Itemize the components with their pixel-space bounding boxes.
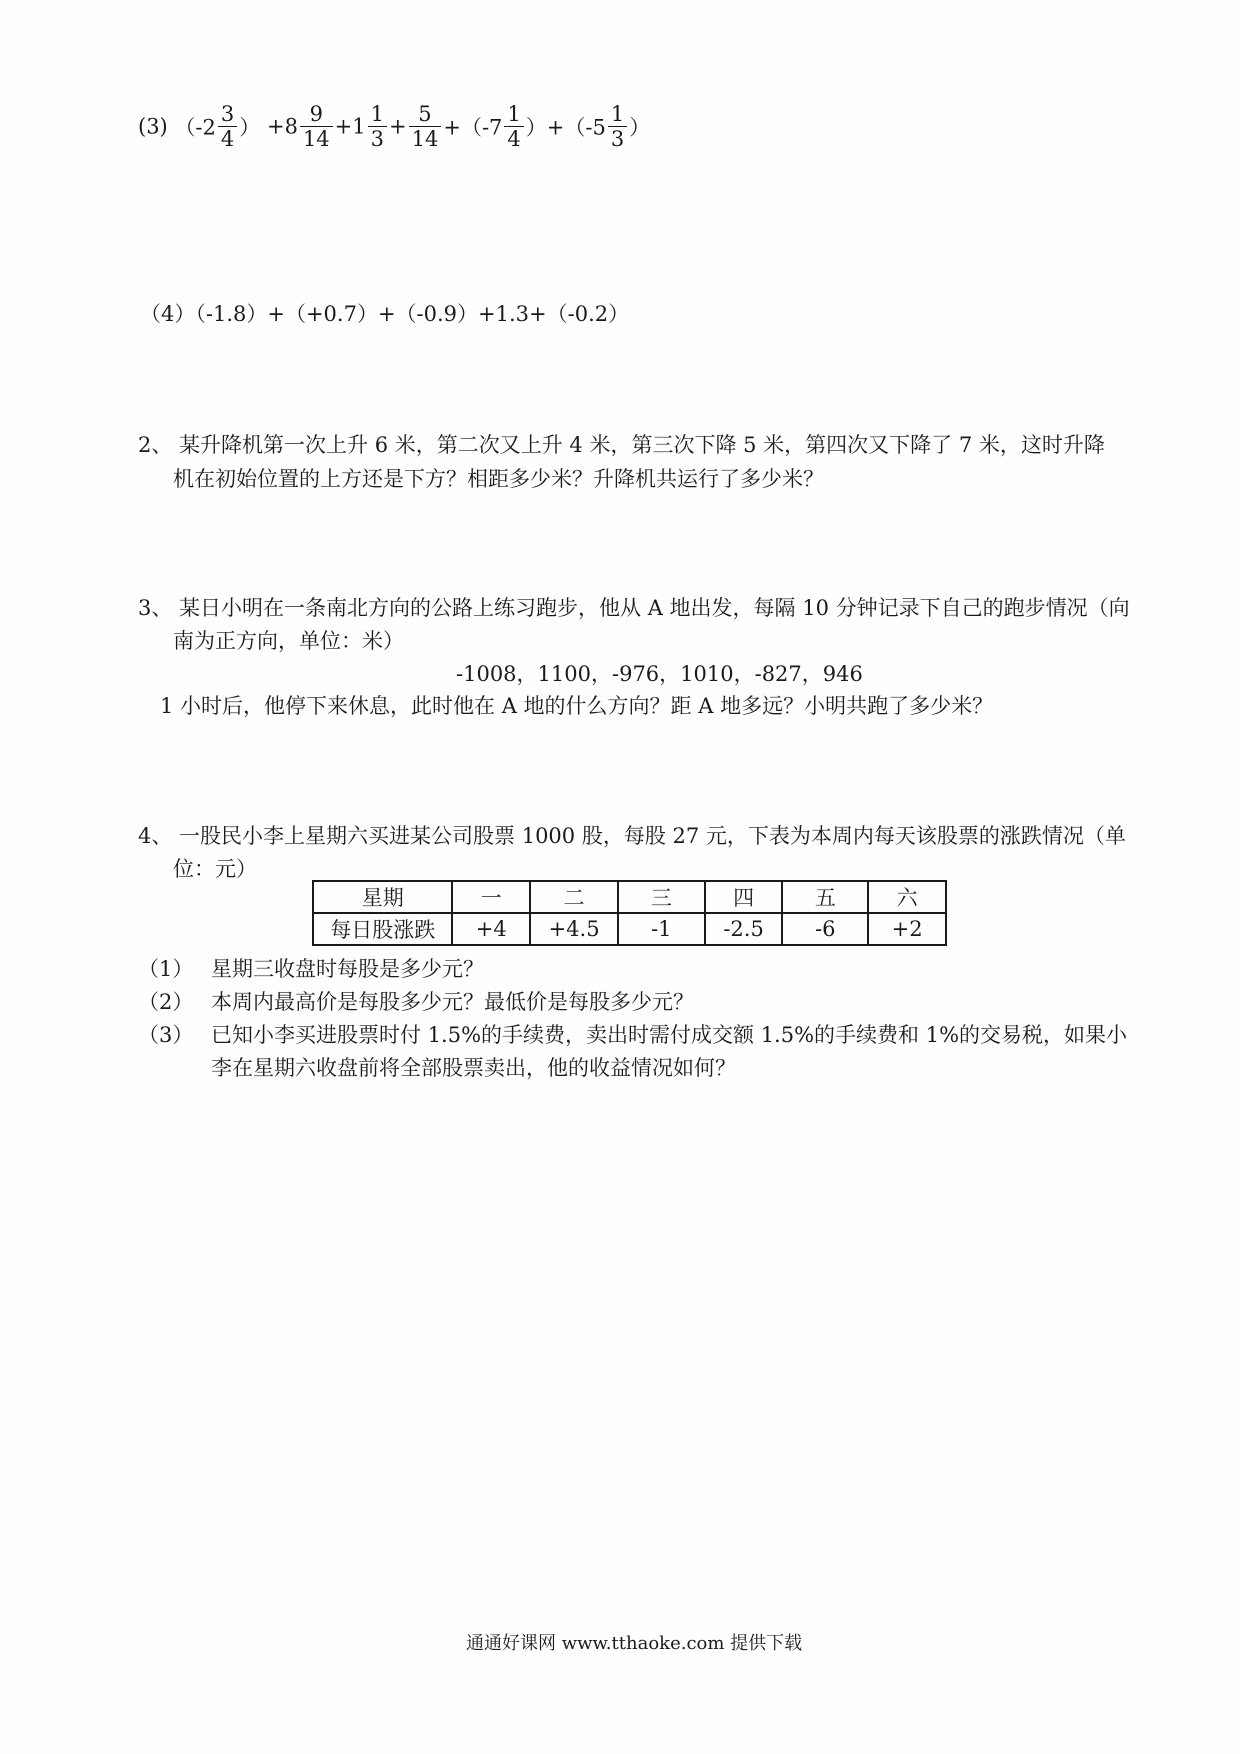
expr-term: +1 [334, 114, 366, 139]
footer-credit: 通通好课网 www.tthaoke.com 提供下载 [466, 1633, 803, 1654]
table-cell: -1 [618, 913, 705, 945]
table-cell: +4.5 [530, 913, 618, 945]
question-3-data: -1008，1100，-976，1010，-827，946 [456, 662, 863, 686]
table-header-cell: 一 [452, 881, 530, 913]
expr-term: + [389, 114, 407, 139]
table-header-cell: 三 [618, 881, 705, 913]
question-3-line-2: 南为正方向，单位：米） [173, 629, 404, 653]
table-header-cell: 四 [705, 881, 783, 913]
sub-question-3-label: （3） [138, 1023, 194, 1047]
table-cell: +2 [868, 913, 946, 945]
table-header-cell: 星期 [313, 881, 452, 913]
table-header-cell: 六 [868, 881, 946, 913]
fraction: $\frac{9}{14}$ [300, 102, 333, 151]
problem-4-expression: （4）（-1.8）+（+0.7）+（-0.9）+1.3+（-0.2） [140, 302, 630, 326]
table-header-cell: 五 [782, 881, 868, 913]
table-cell: -6 [782, 913, 868, 945]
fraction: $\frac{5}{14}$ [409, 102, 442, 151]
sub-question-1-text: 星期三收盘时每股是多少元？ [211, 957, 484, 981]
expr-term: +8 [266, 114, 298, 139]
table-cell: +4 [452, 913, 530, 945]
question-2-line-1: 2、 某升降机第一次上升 6 米，第二次又上升 4 米，第三次下降 5 米，第四次又下降了 7 米，这时升降 [138, 433, 1105, 457]
question-4-line-2: 位：元） [173, 857, 257, 881]
question-3-line-1: 3、 某日小明在一条南北方向的公路上练习跑步，他从 A 地出发，每隔 10 分钟记录下自己的跑步情况（向 [138, 596, 1130, 620]
question-3-line-3: 1 小时后，他停下来休息，此时他在 A 地的什么方向？距 A 地多远？小明共跑了多少米？ [160, 694, 994, 718]
sub-question-2-label: （2） [138, 990, 194, 1014]
stock-change-table [312, 880, 947, 946]
table-cell: -2.5 [705, 913, 783, 945]
expr-term: ） [239, 115, 261, 140]
expr-term: ） [629, 115, 651, 140]
fraction: $\frac{1}{3}$ [608, 102, 627, 151]
question-4-line-1: 4、 一股民小李上星期六买进某公司股票 1000 股，每股 27 元，下表为本周内每天该股票的涨跌情况（单 [138, 824, 1126, 848]
sub-question-1-label: （1） [138, 957, 194, 981]
sub-question-3-text-line-2: 李在星期六收盘前将全部股票卖出，他的收益情况如何？ [211, 1056, 736, 1080]
table-row [313, 913, 946, 945]
table-cell: 每日股涨跌 [313, 913, 452, 945]
fraction: $\frac{3}{4}$ [218, 102, 237, 151]
fraction: $\frac{1}{4}$ [504, 102, 523, 151]
expr-term: +（-7 [443, 115, 503, 140]
problem-3-expression [138, 102, 650, 151]
table-header-row [313, 881, 946, 913]
question-2-line-2: 机在初始位置的上方还是下方？相距多少米？升降机共运行了多少米？ [173, 467, 824, 491]
table-header-cell: 二 [530, 881, 618, 913]
expr-term: （-2 [174, 115, 216, 140]
fraction: $\frac{1}{3}$ [368, 102, 387, 151]
sub-question-2-text: 本周内最高价是每股多少元？最低价是每股多少元？ [211, 990, 694, 1014]
problem-3-label: (3) [138, 114, 168, 139]
sub-question-3-text-line-1: 已知小李买进股票时付 1.5%的手续费，卖出时需付成交额 1.5%的手续费和 1%的交易税，如果小 [211, 1023, 1128, 1047]
expr-term: ）+（-5 [525, 115, 606, 140]
